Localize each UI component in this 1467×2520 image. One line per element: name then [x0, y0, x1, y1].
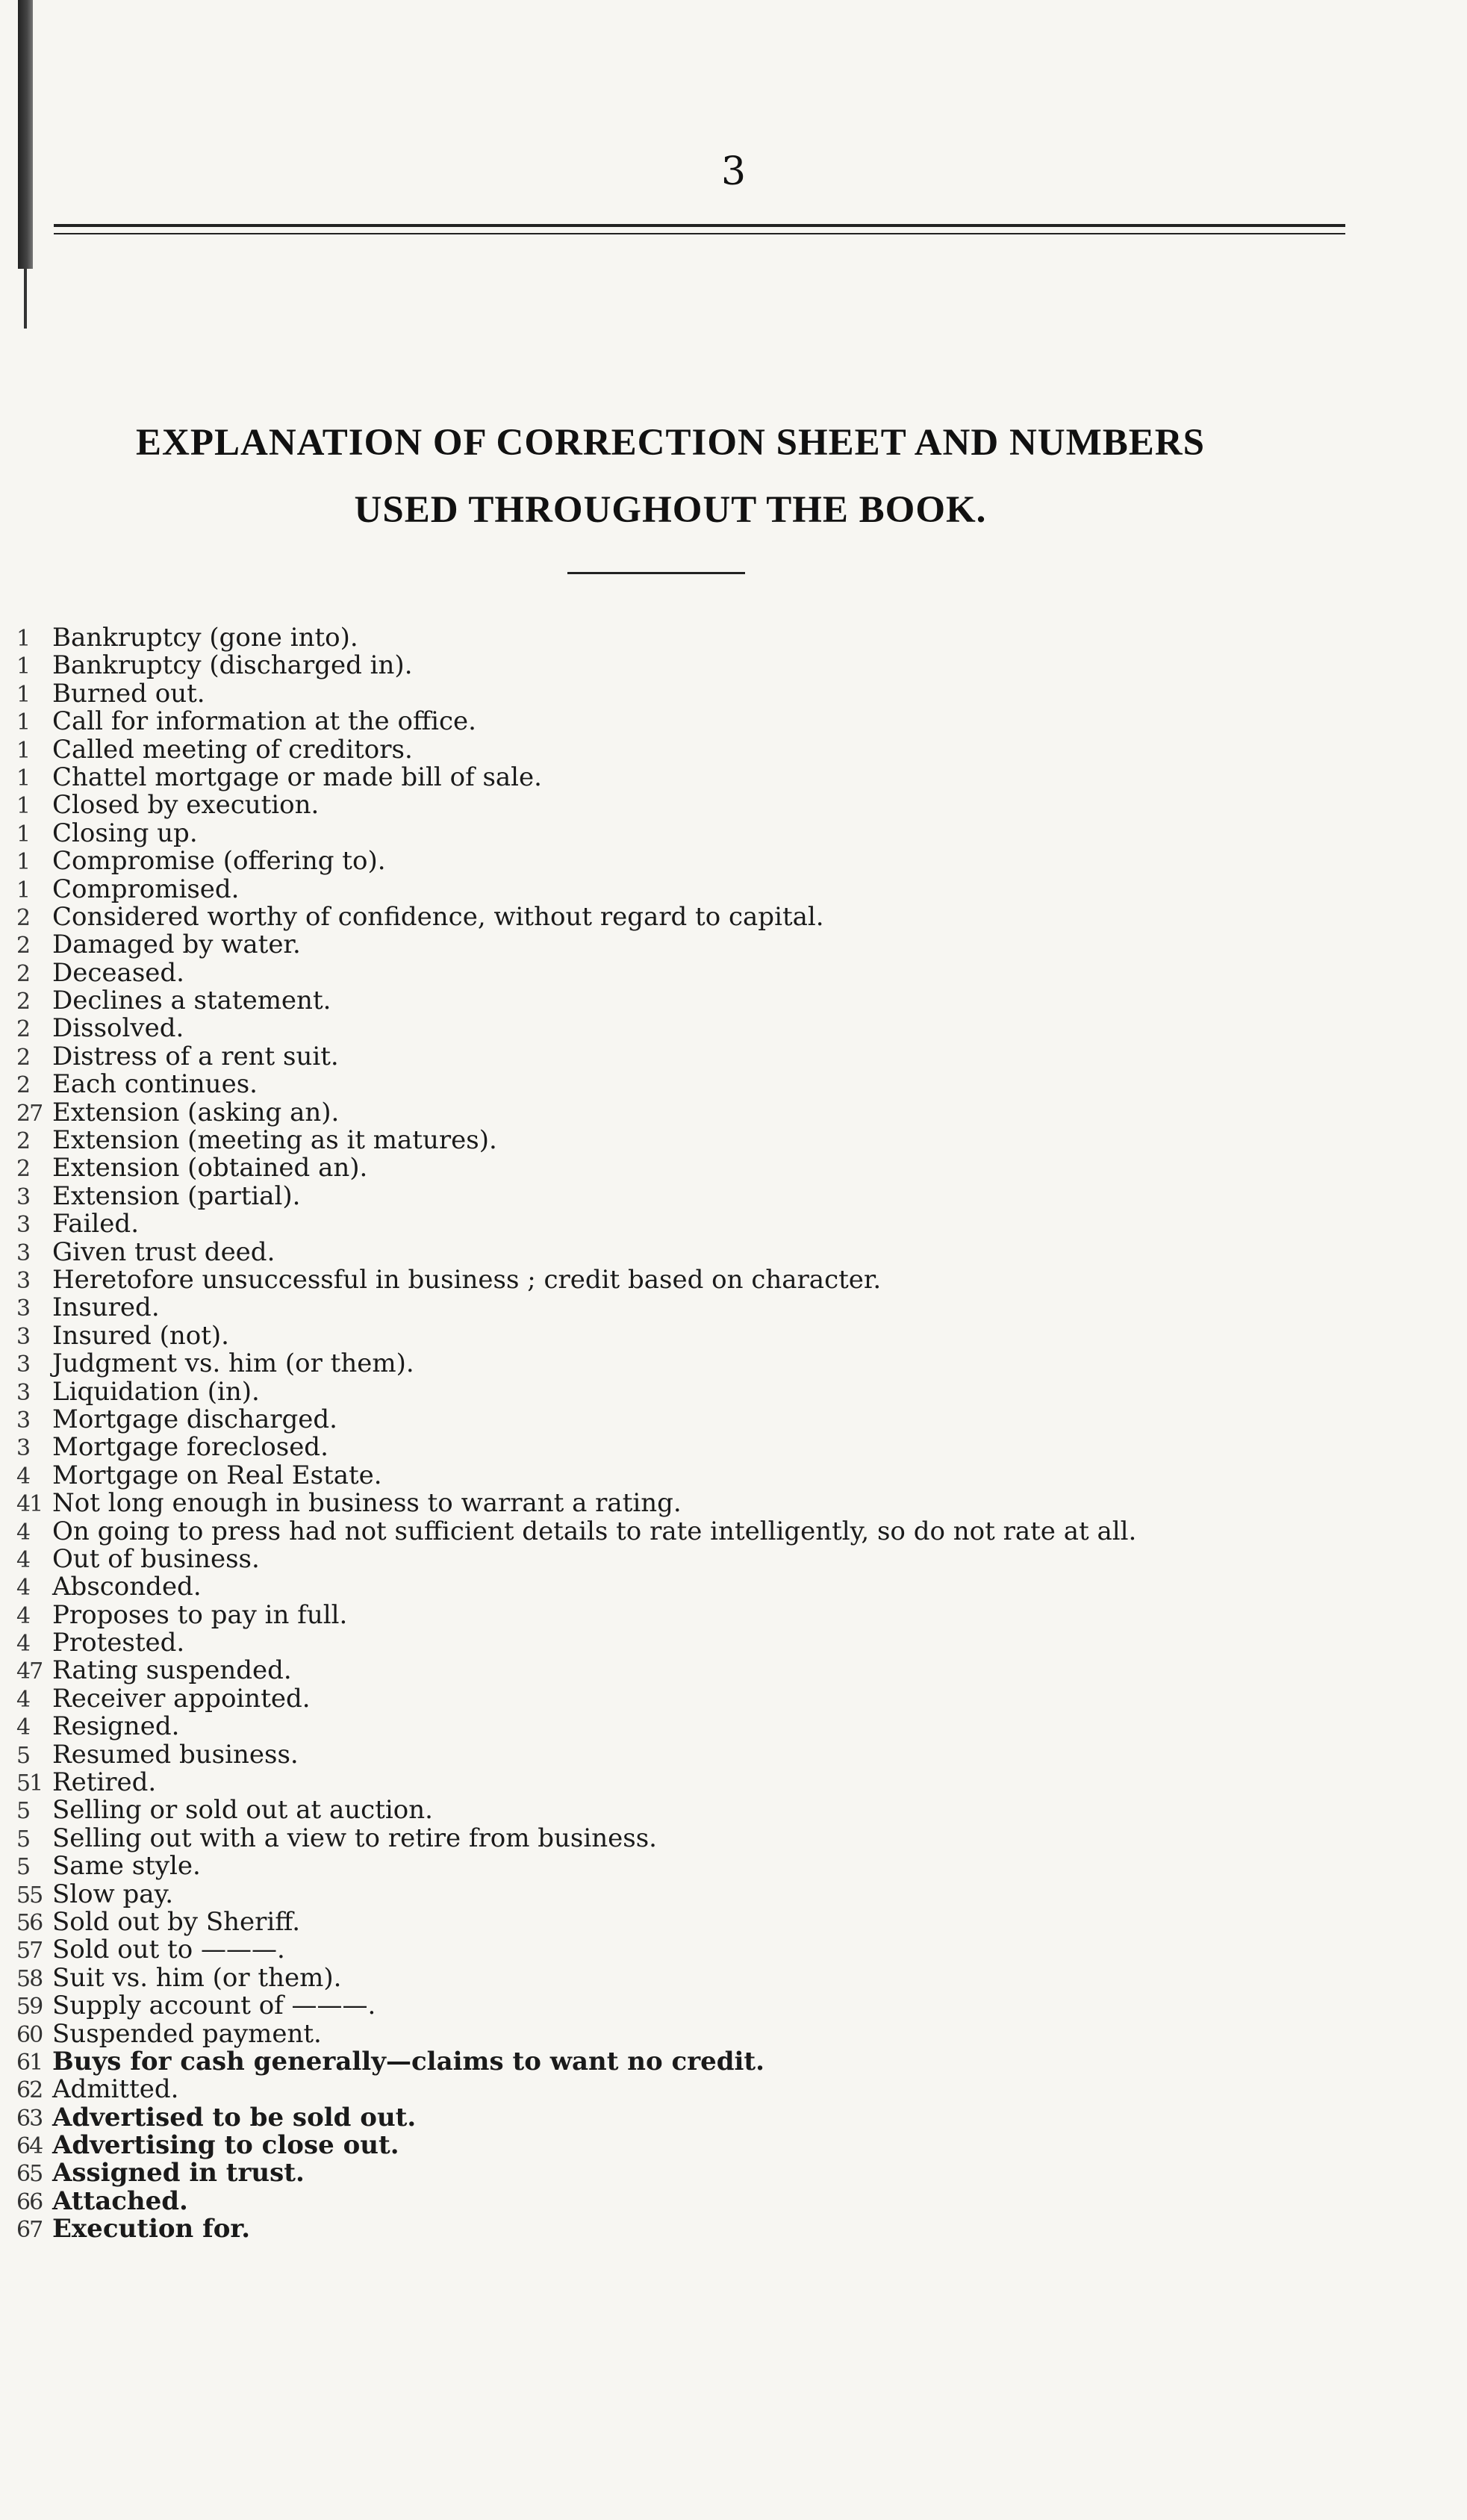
list-item	[16, 1964, 1450, 1992]
list-item	[16, 1599, 1450, 1630]
entry-number: 1	[16, 765, 30, 791]
page-title-line-2: USED THROUGHOUT THE BOOK.	[354, 489, 987, 531]
binding-edge	[18, 0, 33, 269]
entry-text: Buys for cash generally—claims to want no credit.	[52, 2046, 764, 2076]
list-item	[16, 903, 1450, 931]
entry-number: 27	[16, 1100, 43, 1127]
list-item	[16, 1881, 1450, 1908]
entry-text: Each continues.	[52, 1069, 258, 1100]
entry-text: Distress of a rent suit.	[52, 1041, 339, 1071]
entry-number: 3	[16, 1183, 30, 1210]
list-item	[16, 1378, 1450, 1406]
entry-text: Mortgage discharged.	[52, 1404, 337, 1434]
entry-number: 66	[16, 2188, 43, 2215]
entry-number: 4	[16, 1519, 30, 1546]
entry-number: 3	[16, 1407, 30, 1434]
entry-number: 47	[16, 1658, 43, 1685]
list-item	[16, 2132, 1450, 2159]
list-item	[16, 2104, 1450, 2132]
entry-text: Extension (asking an).	[52, 1097, 340, 1127]
entry-text: Dissolved.	[52, 1013, 184, 1044]
list-item	[16, 1908, 1450, 1936]
list-item	[16, 1434, 1450, 1461]
entry-text: Compromised.	[52, 874, 240, 904]
entry-number: 2	[16, 1072, 30, 1099]
list-item	[16, 876, 1450, 903]
entry-number: 51	[16, 1770, 43, 1797]
entry-text: On going to press had not sufficient details to rate intelligently, so do not rate at all.	[52, 1516, 1137, 1546]
list-item	[16, 1796, 1450, 1824]
entry-text: Slow pay.	[52, 1879, 174, 1909]
list-item	[16, 2159, 1450, 2187]
entry-number: 55	[16, 1882, 43, 1908]
list-item	[16, 1350, 1450, 1378]
entry-text: Out of business.	[52, 1543, 260, 1574]
entry-number: 1	[16, 793, 30, 820]
entry-text: Judgment vs. him (or them).	[52, 1348, 414, 1379]
entry-text: Deceased.	[52, 957, 184, 988]
list-item	[16, 764, 1450, 791]
entry-number: 2	[16, 933, 30, 959]
list-item	[16, 1210, 1450, 1238]
entry-number: 4	[16, 1714, 30, 1741]
page-title	[28, 409, 1312, 544]
entry-text: Call for information at the office.	[52, 706, 476, 737]
entry-text: Resumed business.	[52, 1739, 299, 1770]
entry-number: 56	[16, 1909, 43, 1936]
list-item	[16, 1266, 1450, 1294]
entry-number: 2	[16, 960, 30, 987]
entry-text: Closed by execution.	[52, 790, 320, 821]
list-item	[16, 987, 1450, 1015]
list-item	[16, 680, 1450, 708]
list-item	[16, 1462, 1450, 1490]
entry-text: Extension (obtained an).	[52, 1153, 368, 1183]
page-title-line-1: EXPLANATION OF CORRECTION SHEET AND NUMBERS	[135, 422, 1205, 464]
entry-text: Absconded.	[52, 1572, 202, 1602]
entry-number: 4	[16, 1686, 30, 1713]
entry-number: 2	[16, 1044, 30, 1071]
entry-number: 63	[16, 2105, 43, 2132]
entry-text: Damaged by water.	[52, 930, 301, 960]
entry-text: Given trust deed.	[52, 1236, 275, 1267]
entry-number: 5	[16, 1798, 30, 1825]
entry-number: 2	[16, 1016, 30, 1043]
header-rule-thin	[54, 233, 1345, 234]
entry-number: 1	[16, 877, 30, 903]
list-item	[16, 1992, 1450, 2020]
entry-number: 62	[16, 2077, 43, 2104]
entry-number: 58	[16, 1965, 43, 1992]
entry-number: 3	[16, 1267, 30, 1294]
entry-number: 3	[16, 1379, 30, 1406]
list-item	[16, 1657, 1450, 1684]
list-item	[16, 1713, 1450, 1740]
entry-number: 3	[16, 1295, 30, 1322]
entry-number: 1	[16, 626, 30, 652]
list-item	[16, 1015, 1450, 1042]
entry-text: Suspended payment.	[52, 2018, 322, 2049]
entry-number: 59	[16, 1994, 43, 2020]
list-item	[16, 1236, 1450, 1267]
entry-text: Burned out.	[52, 678, 205, 709]
entry-text: Mortgage on Real Estate.	[52, 1460, 382, 1490]
entry-text: Selling out with a view to retire from business.	[52, 1823, 657, 1853]
list-item	[16, 1071, 1450, 1098]
entry-text: Supply account of ———.	[52, 1991, 376, 2021]
list-item	[16, 2185, 1450, 2216]
entry-number: 1	[16, 653, 30, 680]
list-item	[16, 2048, 1450, 2076]
entry-number: 1	[16, 737, 30, 764]
entry-text: Execution for.	[52, 2214, 251, 2244]
binding-edge-tail	[24, 269, 27, 329]
list-item	[16, 624, 1450, 652]
entry-text: Heretofore unsuccessful in business ; credit based on character.	[52, 1264, 882, 1295]
entry-text: Suit vs. him (or them).	[52, 1962, 342, 1993]
entry-text: Closing up.	[52, 818, 198, 848]
entry-text: Attached.	[52, 2185, 188, 2216]
entry-text: Chattel mortgage or made bill of sale.	[52, 762, 542, 792]
entry-number: 64	[16, 2133, 43, 2160]
entry-text: Insured (not).	[52, 1320, 229, 1351]
entry-text: Not long enough in business to warrant a rating.	[52, 1488, 682, 1519]
list-item	[16, 1043, 1450, 1071]
header-rule-thick	[54, 224, 1345, 227]
list-item	[16, 1099, 1450, 1127]
list-item	[16, 959, 1450, 987]
entry-number: 1	[16, 849, 30, 876]
entry-number: 4	[16, 1602, 30, 1629]
entry-text: Assigned in trust.	[52, 2158, 305, 2188]
entry-text: Same style.	[52, 1851, 201, 1882]
entry-text: Advertising to close out.	[52, 2130, 399, 2161]
entry-text: Liquidation (in).	[52, 1376, 260, 1407]
list-item	[16, 2076, 1450, 2103]
entry-text: Admitted.	[52, 2074, 179, 2105]
entry-text: Sold out to ———.	[52, 1935, 285, 1965]
entry-number: 5	[16, 1742, 30, 1769]
entry-number: 60	[16, 2021, 43, 2048]
list-item	[16, 1769, 1450, 1796]
list-item	[16, 1852, 1450, 1880]
entry-text: Extension (meeting as it matures).	[52, 1125, 497, 1156]
entry-number: 1	[16, 821, 30, 847]
list-item	[16, 1490, 1450, 1517]
entry-number: 57	[16, 1938, 43, 1964]
entry-number: 41	[16, 1491, 43, 1518]
entry-number: 2	[16, 904, 30, 931]
entry-number: 2	[16, 1128, 30, 1155]
entry-text: Considered worthy of confidence, without regard to capital.	[52, 901, 824, 932]
entry-number: 3	[16, 1351, 30, 1378]
list-item	[16, 2020, 1450, 2048]
entry-text: Resigned.	[52, 1711, 180, 1742]
entry-number: 4	[16, 1463, 30, 1490]
list-item	[16, 2215, 1450, 2243]
entry-text: Retired.	[52, 1767, 157, 1798]
list-item	[16, 1629, 1450, 1657]
entry-number: 67	[16, 2217, 43, 2244]
list-item	[16, 791, 1450, 819]
entry-number: 1	[16, 709, 30, 736]
list-item	[16, 1825, 1450, 1852]
entry-number: 65	[16, 2161, 43, 2188]
list-item	[16, 736, 1450, 764]
list-item	[16, 652, 1450, 679]
entry-number: 3	[16, 1212, 30, 1239]
entry-number: 3	[16, 1323, 30, 1350]
entry-number: 5	[16, 1826, 30, 1852]
entry-number: 3	[16, 1435, 30, 1462]
title-divider	[567, 572, 745, 574]
list-item	[16, 1518, 1450, 1546]
list-item	[16, 1180, 1450, 1211]
list-item	[16, 1406, 1450, 1434]
entry-text: Sold out by Sheriff.	[52, 1906, 301, 1937]
list-item	[16, 1127, 1450, 1154]
entry-number: 4	[16, 1546, 30, 1573]
list-item	[16, 1322, 1450, 1350]
entry-number: 5	[16, 1854, 30, 1881]
page-number: 3	[720, 149, 747, 194]
entry-text: Protested.	[52, 1628, 185, 1658]
list-item	[16, 1543, 1450, 1574]
entry-number: 4	[16, 1631, 30, 1658]
entry-text: Bankruptcy (discharged in).	[52, 650, 413, 681]
entry-number: 61	[16, 2049, 43, 2076]
entry-text: Declines a statement.	[52, 986, 331, 1016]
list-item	[16, 820, 1450, 847]
entry-number: 3	[16, 1239, 30, 1266]
entry-text: Bankruptcy (gone into).	[52, 623, 358, 653]
entry-text: Selling or sold out at auction.	[52, 1795, 433, 1826]
explanation-list	[16, 624, 1450, 2244]
entry-number: 2	[16, 989, 30, 1015]
list-item	[16, 1154, 1450, 1182]
entry-text: Failed.	[52, 1209, 139, 1239]
entry-text: Mortgage foreclosed.	[52, 1432, 328, 1463]
entry-text: Called meeting of creditors.	[52, 734, 413, 765]
entry-text: Receiver appointed.	[52, 1683, 311, 1714]
list-item	[16, 1294, 1450, 1322]
list-item	[16, 847, 1450, 875]
entry-text: Insured.	[52, 1292, 160, 1323]
entry-text: Advertised to be sold out.	[52, 2102, 417, 2132]
list-item	[16, 1741, 1450, 1769]
list-item	[16, 1936, 1450, 1964]
entry-number: 1	[16, 681, 30, 708]
entry-text: Proposes to pay in full.	[52, 1599, 348, 1630]
list-item	[16, 1573, 1450, 1601]
entry-text: Compromise (offering to).	[52, 846, 386, 877]
entry-number: 4	[16, 1575, 30, 1602]
list-item	[16, 708, 1450, 735]
list-item	[16, 1685, 1450, 1713]
entry-text: Extension (partial).	[52, 1180, 301, 1211]
list-item	[16, 931, 1450, 959]
entry-number: 2	[16, 1156, 30, 1183]
entry-text: Rating suspended.	[52, 1655, 292, 1686]
